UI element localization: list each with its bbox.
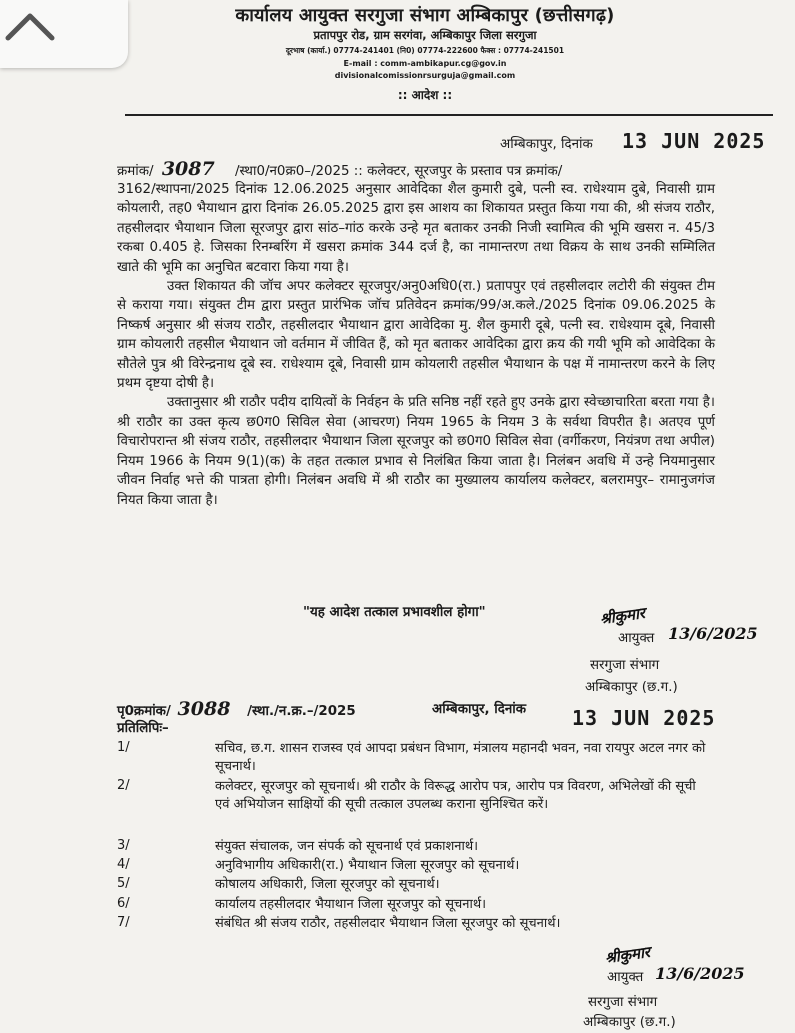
chevron-up-icon: [2, 4, 58, 48]
endorsement-date-label: अम्बिकापुर, दिनांक: [432, 702, 527, 717]
order-number-handwritten: 3087: [161, 158, 215, 180]
list-item-number: 6/: [117, 896, 130, 911]
order-number-line: [117, 158, 562, 180]
copy-to-label: प्रतिलिपिः–: [117, 721, 169, 736]
order-number-suffix: /स्था0/न0क्र0–/2025 :: कलेक्टर, सूरजपुर के प्रस्ताव पत्र क्रमांक/: [234, 164, 563, 179]
list-item-text: संबंधित श्री संजय राठौर, तहसीलदार भैयाथान जिला सूरजपुर को सूचनार्थ।: [215, 916, 561, 931]
signature-scribble: श्रीकुमार: [598, 603, 647, 629]
order-heading: :: आदेश ::: [397, 88, 453, 102]
signature-date: 13/6/2025: [668, 624, 758, 643]
list-item-number: 4/: [117, 857, 130, 872]
endorsement-number-suffix: /स्था./न.क्र.–/2025: [247, 704, 356, 719]
endorsement-number-line: [117, 698, 356, 720]
list-item-number: 2/: [117, 778, 130, 793]
order-number-label: क्रमांक/: [117, 164, 154, 179]
office-title: कार्यालय आयुक्त सरगुजा संभाग अम्बिकापुर (छत्तीसगढ़): [235, 5, 615, 26]
signatory-designation: आयुक्त: [607, 970, 644, 985]
endorsement-date-stamp: 13 JUN 2025: [572, 706, 716, 730]
signatory-division: सरगुजा संभाग: [588, 995, 658, 1010]
signatory-place: अम्बिकापुर (छ.ग.): [583, 1015, 676, 1030]
list-item-number: 1/: [117, 740, 130, 755]
endorsement-number-label: पृ0क्रमांक/: [117, 704, 171, 719]
list-item-text: अनुविभागीय अधिकारी(रा.) भैयाथान जिला सूरजपुर को सूचनार्थ।: [215, 858, 520, 873]
list-item-text: कोषालय अधिकारी, जिला सूरजपुर को सूचनार्थ।: [215, 877, 440, 892]
paragraph-inquiry: उक्त शिकायत की जॉच अपर कलेक्टर सूरजपुर/अनु0अधि0(रा.) प्रतापपुर एवं तहसीलदार लटोरी की संयुक्त टीम से कराया गया। संयुक्त टीम द्वारा प्रस्तुत प्रारंभिक जॉच प्रतिवेदन क्रमांक/99/अ.कले./2025 दिनांक 09.06.2025 के निष्कर्ष अनुसार श्री संजय राठौर, तहसीलदार भैयाथान द्वारा आवेदिका मु. शैल कुमारी दूबे, पत्नी स्व. राधेश्याम दूबे, निवासी ग्राम कोयलारी तहसील भैयाथान जो वर्तमान में जीवित हैं, को मृत बताकर आवेदिका द्वारा क्रय की गयी भूमि को आवेदिका के सौतेले पुत्र श्री विरेन्द्रनाथ दूबे स्व. राधेश्याम दूबे, निवासी ग्राम कोयलारी तहसील भैयाथान के पक्ष में नामान्तरण करने के लिए प्रथम दृष्टया दोषी है।: [117, 279, 715, 392]
signature-scribble: श्रीकुमार: [603, 942, 652, 968]
office-email: E-mail : comm-ambikapur.cg@gov.in: [343, 59, 507, 68]
date-label: अम्बिकापुर, दिनांक: [500, 137, 593, 152]
office-phones: दूरभाष (कार्या.) 07774-241401 (नि0) 07774-222600 फैक्स : 07774-241501: [285, 46, 565, 55]
list-item-number: 7/: [117, 915, 130, 930]
list-item-text: कलेक्टर, सूरजपुर को सूचनार्थ। श्री राठौर के विरूद्ध आरोप पत्र, आरोप पत्र विवरण, अभिलेखों की सूची एवं अभियोजन साक्षियों की सूची तत्काल उपलब्ध कराना सुनिश्चित करें।: [215, 779, 696, 812]
signatory-designation: आयुक्त: [618, 631, 655, 646]
office-email-2: divisionalcomissionrsurguja@gmail.com: [334, 71, 516, 80]
order-body: [117, 180, 715, 510]
list-item-text: संयुक्त संचालक, जन संपर्क को सूचनार्थ एवं प्रकाशनार्थ।: [215, 839, 479, 854]
list-item-number: 5/: [117, 876, 130, 891]
list-item-text: कार्यालय तहसीलदार भैयाथान जिला सूरजपुर को सूचनार्थ।: [215, 897, 487, 912]
list-item-text: सचिव, छ.ग. शासन राजस्व एवं आपदा प्रबंधन विभाग, मंत्रालय महानदी भवन, नवा रायपुर अटल नगर को सूचनार्थ।: [215, 741, 706, 774]
signatory-place: अम्बिकापुर (छ.ग.): [585, 680, 678, 695]
paragraph-complaint: 3162/स्थापना/2025 दिनांक 12.06.2025 अनुसार आवेदिका शैल कुमारी दुबे, पत्नी स्व. राधेश्याम दुबे, निवासी ग्राम कोयलारी, तह0 भैयाथान द्वारा दिनांक 26.05.2025 द्वारा इस आशय का शिकायत प्रस्तुत किया गया की, श्री संजय राठौर, तहसीलदार भैयाथान जिला सूरजपुर द्वारा सांठ–गांठ करके उन्हे मृत बताकर उनकी निजी स्वामित्व की भूमि खसरा न. 45/3 रकबा 0.405 हे. जिसका रिनम्बरिंग में खसरा क्रमांक 344 दर्ज है, का नामान्तरण तथा विक्रय के साथ उनकी सम्मिलित खाते की भूमि का अनुचित बटवारा किया गया है।: [117, 182, 715, 275]
signatory-division: सरगुजा संभाग: [590, 658, 660, 673]
collapse-button[interactable]: [0, 0, 128, 68]
list-item-number: 3/: [117, 838, 130, 853]
office-address: प्रतापपुर रोड, ग्राम सरगंवा, अम्बिकापुर जिला सरगुजा: [313, 28, 537, 42]
date-stamp: 13 JUN 2025: [622, 129, 766, 153]
header-divider: [125, 114, 773, 116]
signature-date: 13/6/2025: [655, 964, 745, 983]
closing-line: "यह आदेश तत्काल प्रभावशील होगा": [303, 605, 486, 620]
paragraph-suspension: उक्तानुसार श्री राठौर पदीय दायित्वों के निर्वहन के प्रति सनिष्ठ नहीं रहते हुए उनके द्वारा स्वेच्छाचारिता बरता गया है। श्री राठौर का उक्त कृत्य छ0ग0 सिविल सेवा (आचरण) नियम 1965 के नियम 3 के सर्वथा विपरीत है। अतएव पूर्ण विचारोपरान्त श्री संजय राठौर, तहसीलदार भैयाथान जिला सूरजपुर को छ0ग0 सिविल सेवा (वर्गीकरण, नियंत्रण तथा अपील) नियम 1966 के नियम 9(1)(क) के तहत तत्काल प्रभाव से निलंबित किया जाता है। निलंबन अवधि में उन्हे नियमानुसार जीवन निर्वाह भत्ते की पात्रता होगी। निलंबन अवधि में श्री राठौर का मुख्यालय कार्यालय कलेक्टर, बलरामपुर– रामानुजगंज नियत किया जाता है।: [117, 395, 715, 508]
endorsement-number-handwritten: 3088: [177, 698, 231, 720]
